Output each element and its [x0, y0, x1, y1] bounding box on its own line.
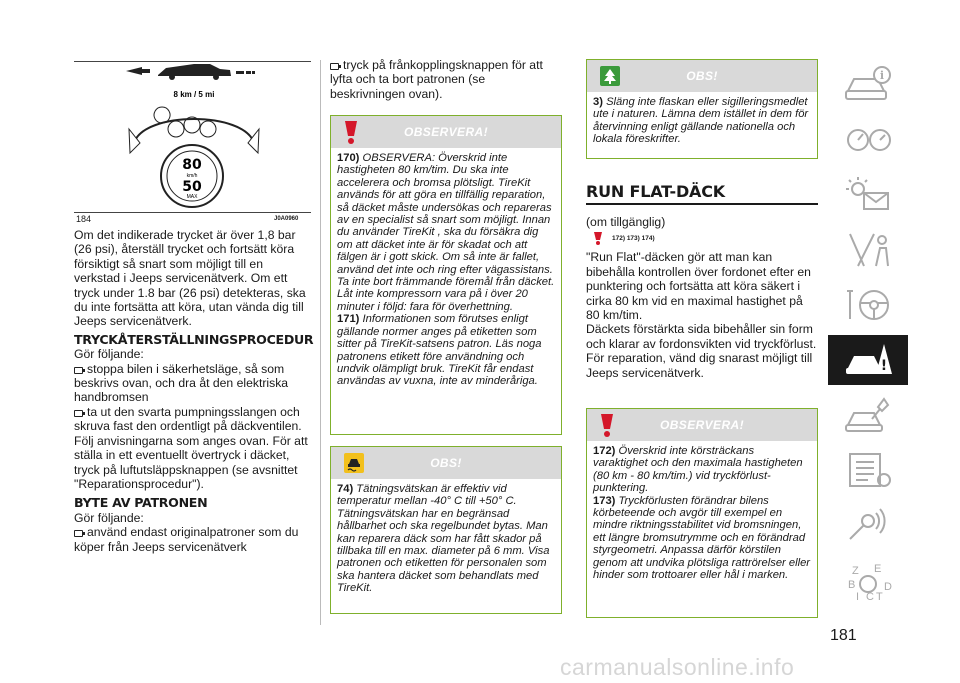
warning-references [586, 231, 818, 247]
warning-173-number: 173) [593, 494, 616, 507]
warning-172-number: 172) [593, 445, 616, 457]
svg-text:D: D [884, 581, 892, 593]
warning-exclamation-icon [592, 231, 604, 245]
tab-starting-driving[interactable] [828, 280, 908, 330]
runflat-paragraph-3: För reparation, vänd dig snarast möjligt till Jeeps servicenätverk. [586, 351, 813, 380]
svg-text:Z: Z [852, 565, 859, 577]
warning-171-text: Informationen som förutses enligt gällande normer anges på etiketten som sitter på TireKit-satsens patron. Läs noga patronens etikett före användning och undvik olämpligt bruk. TireKit får endast användas av vuxna, inte av minderåriga. [337, 313, 542, 388]
svg-text:I: I [856, 591, 860, 603]
warning-170-text: OBSERVERA: Överskrid inte hastigheten 80 km/tim. Du ska inte accelerera och bromsa plötsligt. TireKit används för att göra en tillfällig reparation, så däcket måste undersökas och repareras av en specialist så snart som möjligt. Innan du använder TireKit , ska du försäkra dig om att däcket inte är för skadat och att fälgen är i gott skick. Om så inte är fallet, använd det inte och ring efter vägassistans. Ta inte bort främmande föremål från däcket. Låt inte kompressorn vara på i över 20 minuter i följd: fara för överhettning. [337, 152, 555, 313]
steering-wheel-icon [844, 285, 894, 325]
tire-pressure-figure [74, 63, 311, 213]
multimedia-icon [844, 505, 894, 545]
runflat-body [586, 250, 818, 380]
warning-reference-numbers: 172) 173) 174) [612, 235, 655, 243]
car-info-icon [844, 65, 894, 105]
dial-top-unit: km/h [186, 173, 198, 179]
reset-step-2 [74, 405, 311, 491]
speed-label: 8 km / 5 mi [173, 90, 215, 99]
emergency-icon [844, 340, 894, 380]
tab-emergency[interactable] [828, 335, 908, 385]
column-divider [320, 60, 321, 625]
runflat-paragraph-2: Däckets förstärkta sida bibehåller sin form och klarar av fordonsvikten vid tryckförlust. [586, 322, 817, 351]
note-box-3 [586, 59, 818, 159]
note-title: OBS! [430, 456, 462, 470]
tab-multimedia[interactable] [828, 500, 908, 550]
dial-bottom-unit: MAX [186, 194, 198, 200]
warning-header [331, 116, 561, 148]
availability-text: (om tillgänglig) [586, 215, 666, 229]
warning-box-170-171 [330, 115, 562, 435]
warning-173-text: Tryckförlusten förändrar bilens körbeteende och avgör till exempel en mindre riktningsstabilitet vid bromsningen, ett längre bromsutrymme och en förändrad styrgeometri. Anpassa därför körstilen genom att undvika plötsliga rattrörelser eller hinder som trottoarer eller hål i marken. [593, 494, 811, 582]
runflat-section [586, 182, 818, 380]
warning-body [587, 441, 817, 584]
runflat-paragraph-1: "Run Flat"-däcken gör att man kan bibehålla kontrollen över fordonet efter en punktering och fortsätta att köra säkert i cirka 80 km vid en maximal hastighet på 80 km/tim. [586, 250, 811, 323]
dial-top-value: 80 [182, 157, 202, 173]
change-step-1 [74, 525, 311, 554]
svg-text:B: B [848, 579, 856, 591]
reset-step-2-text: ta ut den svarta pumpningsslangen och skruva fast den ordentligt på däckventilen. Följ anvisningarna som anges ovan. För att ställa in ett eventuellt övertryck i däcket, tryck på luftutsläppsknappen (se avsnittet "Reparationsprocedur"). [74, 404, 308, 491]
warning-172-text: Överskrid inte körsträckans varaktighet och den maximala hastigheten (80 km - 80 km/tim.) vid tryckförlust-punktering. [593, 445, 803, 495]
technical-data-icon [844, 450, 894, 490]
note-header [331, 447, 561, 479]
reset-lead: Gör följande: [74, 347, 144, 362]
figure-illustration [74, 63, 311, 213]
warning-header [587, 409, 817, 441]
warning-title: OBSERVERA! [659, 418, 744, 432]
cartridge-step-2 [330, 58, 562, 101]
dial-bottom-value: 50 [182, 179, 202, 195]
tab-index[interactable] [828, 555, 908, 605]
warning-title: OBSERVERA! [403, 125, 488, 139]
reset-step-1 [74, 362, 311, 405]
warning-171-number: 171) [337, 313, 360, 326]
tab-technical-data[interactable] [828, 445, 908, 495]
column-top-rule [74, 61, 311, 62]
warning-body [331, 148, 561, 391]
dashboard-icon [844, 120, 894, 160]
column-2 [330, 58, 562, 101]
warning-170-number: 170) [337, 152, 360, 164]
maintenance-icon [844, 395, 894, 435]
svg-text:E: E [874, 563, 882, 575]
heading-underline [586, 203, 818, 205]
column-1 [74, 228, 314, 554]
note-title: OBS! [686, 69, 718, 83]
seatbelt-airbag-icon [844, 230, 894, 270]
note-box-74 [330, 446, 562, 614]
svg-text:!: ! [880, 358, 888, 374]
tab-safety[interactable] [828, 225, 908, 275]
intro-paragraph: Om det indikerade trycket är över 1,8 bar (26 psi), återställ trycket och fortsätt köra försiktigt så snart som möjligt till en verkstad i Jeeps servicenätverk. Om ett tryck under 1.8 bar (26 psi) detekteras, ska du inte fortsätta att köra, utan vända dig till Jeeps servicenätverk. [74, 228, 306, 329]
note-body [587, 92, 817, 149]
note-74-number: 74) [337, 483, 354, 495]
figure-number: 184 [76, 214, 92, 224]
checkbox-bullet-icon [330, 63, 339, 70]
figure-code: J0A0960 [274, 216, 299, 222]
change-lead: Gör följande: [74, 510, 144, 525]
heading-reset-procedure: TRYCKÅTERSTÄLLNINGSPROCEDUR [74, 331, 314, 347]
tab-dashboard[interactable] [828, 115, 908, 165]
figure-rule [74, 212, 311, 213]
note-3-text: Släng inte flaskan eller sigilleringsmedlet ute i naturen. Lämna dem istället in dem för återvinning enligt gällande nationella och lokala föreskrifter. [593, 96, 809, 146]
watermark: carmanualsonline.info [560, 654, 795, 680]
change-step-1-text: använd endast originalpatroner som du köper från Jeeps servicenätverk [74, 525, 299, 554]
light-signal-icon [844, 175, 894, 215]
note-body [331, 479, 561, 598]
heading-runflat: RUN FLAT-DÄCK [586, 182, 725, 201]
svg-text:T: T [876, 591, 883, 603]
cartridge-step-2-text: tryck på frånkopplingsknappen för att lyfta och ta bort patronen (se beskrivningen ovan). [330, 58, 543, 101]
checkbox-bullet-icon [74, 530, 83, 537]
page-number: 181 [830, 627, 857, 644]
tab-light-signals[interactable] [828, 170, 908, 220]
tab-car-info[interactable] [828, 60, 908, 110]
svg-text:C: C [866, 591, 874, 603]
warning-box-172-173 [586, 408, 818, 618]
svg-text:i: i [879, 69, 885, 82]
reset-step-1-text: stoppa bilen i säkerhetsläge, så som beskrivs ovan, och dra åt den elektriska handbromsen [74, 361, 289, 405]
tab-maintenance[interactable] [828, 390, 908, 440]
checkbox-bullet-icon [74, 410, 83, 417]
checkbox-bullet-icon [74, 367, 83, 374]
heading-cartridge-change: BYTE AV PATRONEN [74, 495, 208, 511]
index-icon [844, 560, 894, 604]
note-74-text: Tätningsvätskan är effektiv vid temperatur mellan -40° C till +50° C. Tätningsvätskan har en begränsad hållbarhet och ska regelbundet bytas. Man kan reparera däck som har fått skador på tillbaka till en max. diameter på 6 mm. Visa patronen och etiketten för personalen som ska hantera däcket som behandlats med TireKit. [337, 483, 550, 595]
note-header [587, 60, 817, 92]
note-3-number: 3) [593, 96, 603, 108]
